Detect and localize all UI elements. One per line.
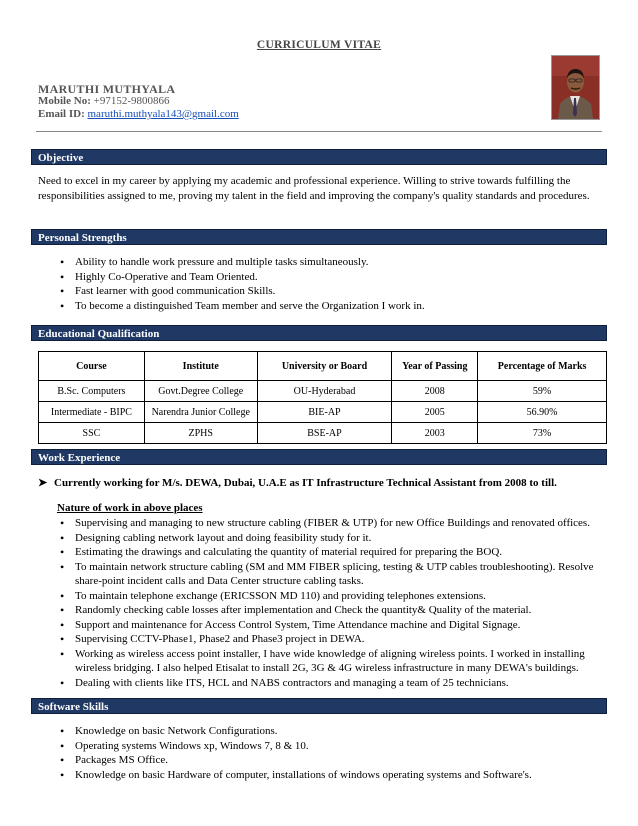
document-title: CURRICULUM VITAE [256,39,382,51]
table-cell: B.Sc. Computers [39,381,145,402]
column-header: Year of Passing [392,352,478,381]
strengths-list [38,255,603,313]
current-position-text: Currently working for M/s. DEWA, Dubai, U.A.E as IT Infrastructure Technical Assistant from 2008 to till. [54,477,557,489]
list-item: • Highly Co-Operative and Team Oriented. [38,270,603,285]
list-item: • Ability to handle work pressure and multiple tasks simultaneously. [38,255,603,270]
table-cell: OU-Hyderabad [257,381,392,402]
section-heading-objective: Objective [31,149,607,165]
table-cell: BSE-AP [257,423,392,444]
email-link[interactable]: maruthi.muthyala143@gmail.com [87,108,239,120]
table-header-row [39,352,607,381]
list-item: • Estimating the drawings and calculating the quantity of material required for preparing the BOQ. [38,545,622,560]
email-line [38,108,239,120]
table-cell: 2005 [392,402,478,423]
table-cell: Govt.Degree College [144,381,257,402]
table-cell: 73% [478,423,607,444]
list-item: • Knowledge on basic Network Configurations. [38,724,603,739]
table-cell: 59% [478,381,607,402]
objective-text: Need to excel in my career by applying my academic and professional experience. Willing to strive towards fulfilling the responsibilities assigned to me, proving my talent in the field and improving the company's quality standards and procedures. [38,175,590,202]
section-heading-experience: Work Experience [31,449,607,465]
nature-of-work-heading: Nature of work in above places [57,502,203,514]
header-divider [36,131,602,132]
table-cell: Intermediate - BIPC [39,402,145,423]
list-item: • Dealing with clients like ITS, HCL and NABS contractors and managing a team of 25 technicians. [38,676,622,691]
column-header: Course [39,352,145,381]
list-item: • Support and maintenance for Access Control System, Time Attendance machine and Digital Signage. [38,618,622,633]
list-item: • To become a distinguished Team member and serve the Organization I work in. [38,299,603,314]
list-item: • To maintain telephone exchange (ERICSSON MD 110) and providing telephones extensions. [38,589,622,604]
table-row [39,423,607,444]
current-position [38,476,557,489]
list-item: • Designing cabling network layout and doing feasibility study for it. [38,531,622,546]
experience-list [38,516,622,690]
profile-photo [551,55,600,120]
software-list [38,724,603,782]
list-item: • To maintain network structure cabling (SM and MM FIBER splicing, testing & UTP cables troubleshooting). Resolve share-point incident calls and Data Center structure cabling tasks. [38,560,622,589]
table-cell: 2003 [392,423,478,444]
candidate-name: MARUTHI MUTHYALA [38,82,176,96]
mobile-number: +97152-9800866 [93,95,170,107]
section-heading-education: Educational Qualification [31,325,607,341]
section-heading-software: Software Skills [31,698,607,714]
column-header: University or Board [257,352,392,381]
list-item: • Operating systems Windows xp, Windows 7, 8 & 10. [38,739,603,754]
list-item: • Working as wireless access point installer, I have wide knowledge of aligning wireless points. I worked in installing wireless bridging. I also helped Etisalat to install 2G, 3G & 4G wireless infrastructure in many DEWA's buildings. [38,647,622,676]
table-cell: BIE-AP [257,402,392,423]
email-label: Email ID: [38,108,85,120]
table-cell: SSC [39,423,145,444]
education-table [38,351,607,444]
list-item: • Fast learner with good communication Skills. [38,284,603,299]
list-item: • Knowledge on basic Hardware of computer, installations of windows operating systems and Software's. [38,768,603,783]
column-header: Institute [144,352,257,381]
list-item: • Supervising CCTV-Phase1, Phase2 and Phase3 project in DEWA. [38,632,622,647]
mobile-line [38,95,169,107]
table-cell: 56.90% [478,402,607,423]
column-header: Percentage of Marks [478,352,607,381]
table-row [39,402,607,423]
table-cell: ZPHS [144,423,257,444]
list-item: • Supervising and managing to new structure cabling (FIBER & UTP) for new Office Buildings and renovated offices. [38,516,622,531]
table-row [39,381,607,402]
mobile-label: Mobile No: [38,95,91,107]
arrow-bullet-icon: ➤ [38,477,48,489]
list-item: • Packages MS Office. [38,753,603,768]
section-heading-strengths: Personal Strengths [31,229,607,245]
list-item: • Randomly checking cable losses after implementation and Check the quantity& Quality of the material. [38,603,622,618]
table-cell: Narendra Junior College [144,402,257,423]
table-cell: 2008 [392,381,478,402]
